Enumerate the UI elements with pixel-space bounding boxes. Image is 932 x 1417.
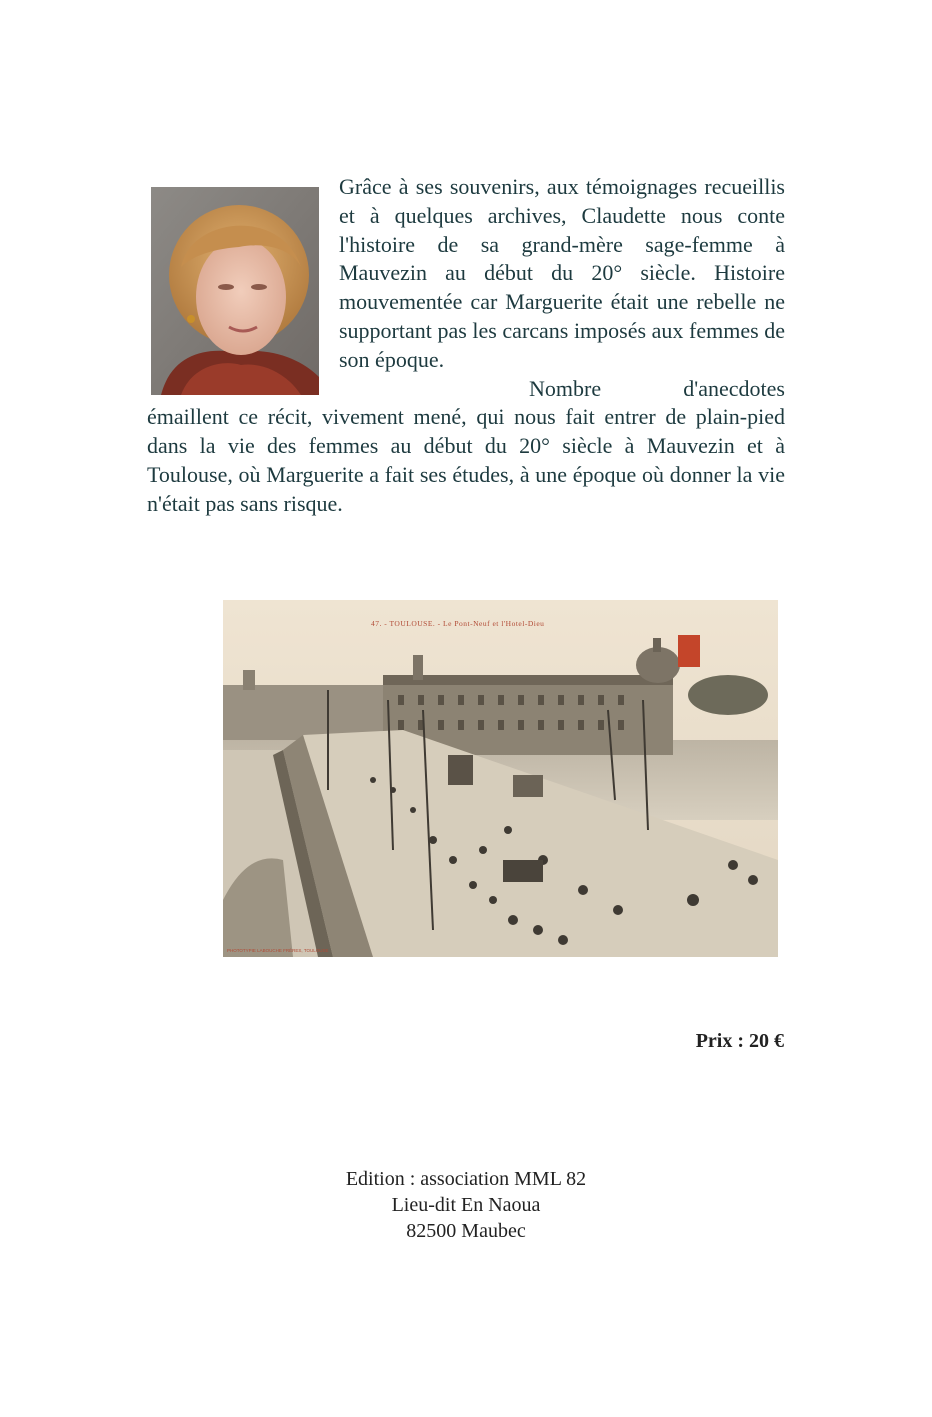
publisher-city: 82500 Maubec bbox=[406, 1220, 526, 1242]
back-cover-blurb bbox=[147, 173, 785, 519]
postcard-caption: 47. - TOULOUSE. - Le Pont-Neuf et l'Hotel-Dieu bbox=[371, 619, 545, 628]
blurb-paragraph-1: Grâce à ses souvenirs, aux témoignages recueillis et à quelques archives, Claudette nous conte l'histoire de sa grand-mère sage-femme à Mauvezin au début du 20° siècle. Histoire mouvementée car Marguerite était une rebelle ne supportant pas les carcans imposés aux femmes de son époque. bbox=[339, 174, 785, 372]
publisher-info bbox=[0, 1166, 932, 1244]
publisher-address: Lieu-dit En Naoua bbox=[391, 1194, 541, 1216]
toulouse-postcard bbox=[223, 600, 778, 957]
blurb-paragraph-2: Nombre d'anecdotes émaillent ce récit, vivement mené, qui nous fait entrer de plain-pied dans la vie des femmes au début du 20° siècle à Mauvezin et à Toulouse, où Marguerite a fait ses études, à une époque où donner la vie n'était pas sans risque. bbox=[147, 375, 785, 516]
book-price: Prix : 20 € bbox=[695, 1030, 784, 1052]
postcard-credit: PHOTOTYPIE LABOUCHE FRÈRES, TOULOUSE bbox=[227, 948, 329, 953]
publisher-line: Edition : association MML 82 bbox=[345, 1168, 587, 1190]
author-portrait bbox=[151, 187, 319, 395]
